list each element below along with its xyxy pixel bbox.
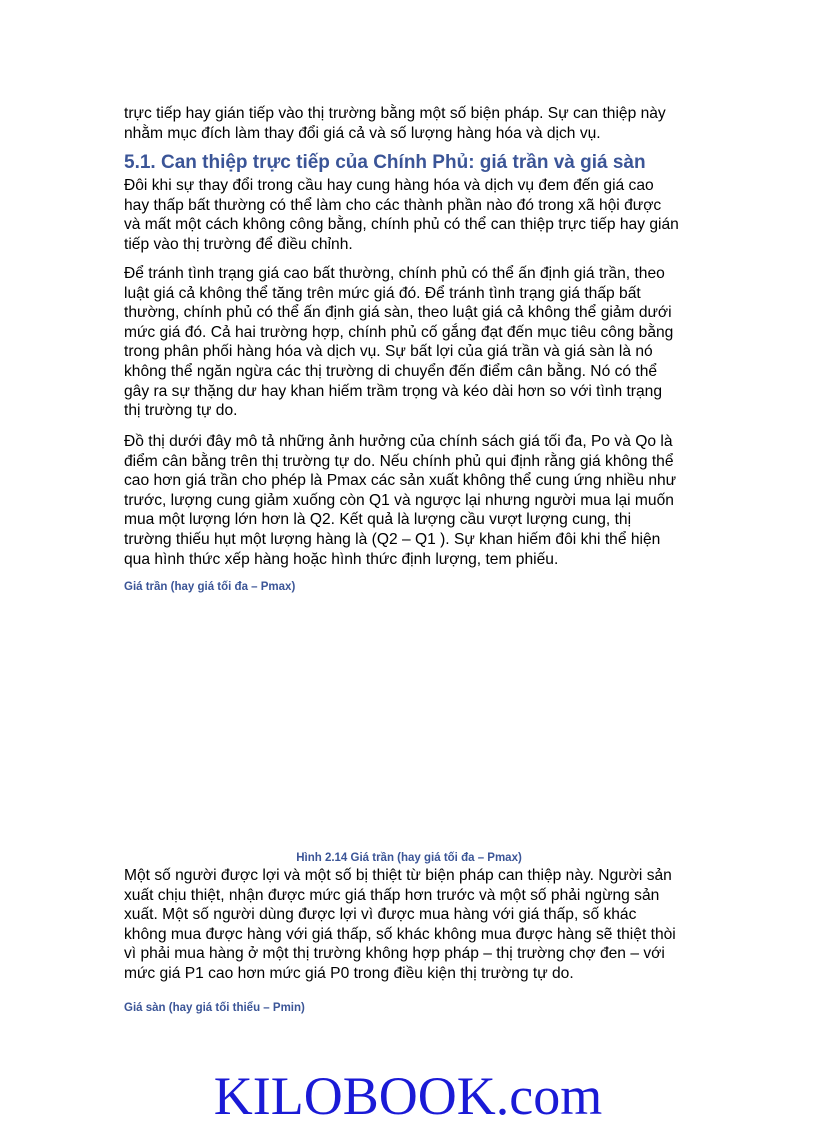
figure-placeholder bbox=[124, 600, 694, 840]
paragraph-3 bbox=[124, 432, 704, 569]
text-line: vì phải mua hàng ở một thị trường không hợp pháp – thị trường chợ đen – với bbox=[124, 945, 665, 963]
paragraph-intro bbox=[124, 104, 704, 143]
text-line: thường, chính phủ có thể ấn định giá sàn, theo luật giá cả không thể giảm dưới bbox=[124, 304, 672, 322]
text-line: mức giá đó. Cả hai trường hợp, chính phủ cố gắng đạt đến mục tiêu công bằng bbox=[124, 323, 674, 341]
text-line: thị trường tự do. bbox=[124, 402, 238, 420]
text-line: qua hình thức xếp hàng hoặc hình thức định lượng, tem phiếu. bbox=[124, 550, 559, 568]
text-line: điểm cân bằng trên thị trường tự do. Nếu chính phủ qui định rằng giá không thể bbox=[124, 452, 674, 470]
section-heading: 5.1. Can thiệp trực tiếp của Chính Phủ: giá trần và giá sàn bbox=[124, 152, 646, 173]
text-line: mua một lượng lớn hơn là Q2. Kết quả là lượng cầu vượt lượng cung, thị bbox=[124, 511, 632, 529]
text-line: xuất chịu thiệt, nhận được mức giá thấp hơn trước và một số phải ngừng sản bbox=[124, 886, 660, 904]
text-line: Để tránh tình trạng giá cao bất thường, chính phủ có thể ấn định giá trần, theo bbox=[124, 265, 665, 282]
subheading-price-floor: Giá sàn (hay giá tối thiểu – Pmin) bbox=[124, 1002, 305, 1014]
text-line: nhằm mục đích làm thay đổi giá cả và số lượng hàng hóa và dịch vụ. bbox=[124, 124, 601, 142]
figure-caption: Hình 2.14 Giá trần (hay giá tối đa – Pmax) bbox=[296, 852, 522, 864]
text-line: luật giá cả không thể tăng trên mức giá đó. Để tránh tình trạng giá thấp bất bbox=[124, 284, 641, 302]
footer-logo: KILOBOOK.com bbox=[213, 1066, 603, 1126]
text-line: cao hơn giá trần cho phép là Pmax các sản xuất không thể cung ứng nhiều như bbox=[124, 472, 677, 490]
text-line: trực tiếp hay gián tiếp vào thị trường bằng một số biện pháp. Sự can thiệp này bbox=[124, 105, 666, 122]
text-line: gây ra sự thặng dư hay khan hiếm trầm trọng và kéo dài hơn so với tình trạng bbox=[124, 382, 663, 400]
text-line: Đôi khi sự thay đổi trong cầu hay cung hàng hóa và dịch vụ đem đến giá cao bbox=[124, 177, 654, 194]
text-line: hay thấp bất thường có thể làm cho các thành phần nào đó trong xã hội được bbox=[124, 196, 662, 214]
text-line: trước, lượng cung giảm xuống còn Q1 và ngược lại nhưng người mua lại muốn bbox=[124, 491, 674, 509]
subheading-price-ceiling: Giá trần (hay giá tối đa – Pmax) bbox=[124, 581, 296, 593]
text-line: Đồ thị dưới đây mô tả những ảnh hưởng của chính sách giá tối đa, Po và Qo là bbox=[124, 433, 673, 450]
paragraph-1 bbox=[124, 176, 704, 254]
text-line: mức giá P1 cao hơn mức giá P0 trong điều kiện thị trường tự do. bbox=[124, 964, 574, 982]
text-line: tiếp vào thị trường để điều chỉnh. bbox=[124, 235, 353, 253]
paragraph-2 bbox=[124, 264, 704, 421]
text-line: trong phân phối hàng hóa và dịch vụ. Sự bất lợi của giá trần và giá sàn là nó bbox=[124, 343, 653, 361]
text-line: Một số người được lợi và một số bị thiệt từ biện pháp can thiệp này. Người sản bbox=[124, 867, 672, 884]
text-line: trường thiếu hụt một lượng hàng là (Q2 – Q1 ). Sự khan hiếm đôi khi thể hiện bbox=[124, 530, 661, 548]
paragraph-4 bbox=[124, 866, 704, 984]
text-line: xuất. Một số người dùng được lợi vì được mua hàng với giá thấp, số khác bbox=[124, 906, 637, 924]
text-line: và mất một cách không công bằng, chính phủ có thể can thiệp trực tiếp hay gián bbox=[124, 216, 679, 234]
text-line: không thể ngăn ngừa các thị trường di chuyển đến điểm cân bằng. Nó có thể bbox=[124, 362, 658, 380]
text-line: không mua được hàng với giá thấp, số khác không mua được hàng sẽ thiệt thòi bbox=[124, 925, 676, 943]
